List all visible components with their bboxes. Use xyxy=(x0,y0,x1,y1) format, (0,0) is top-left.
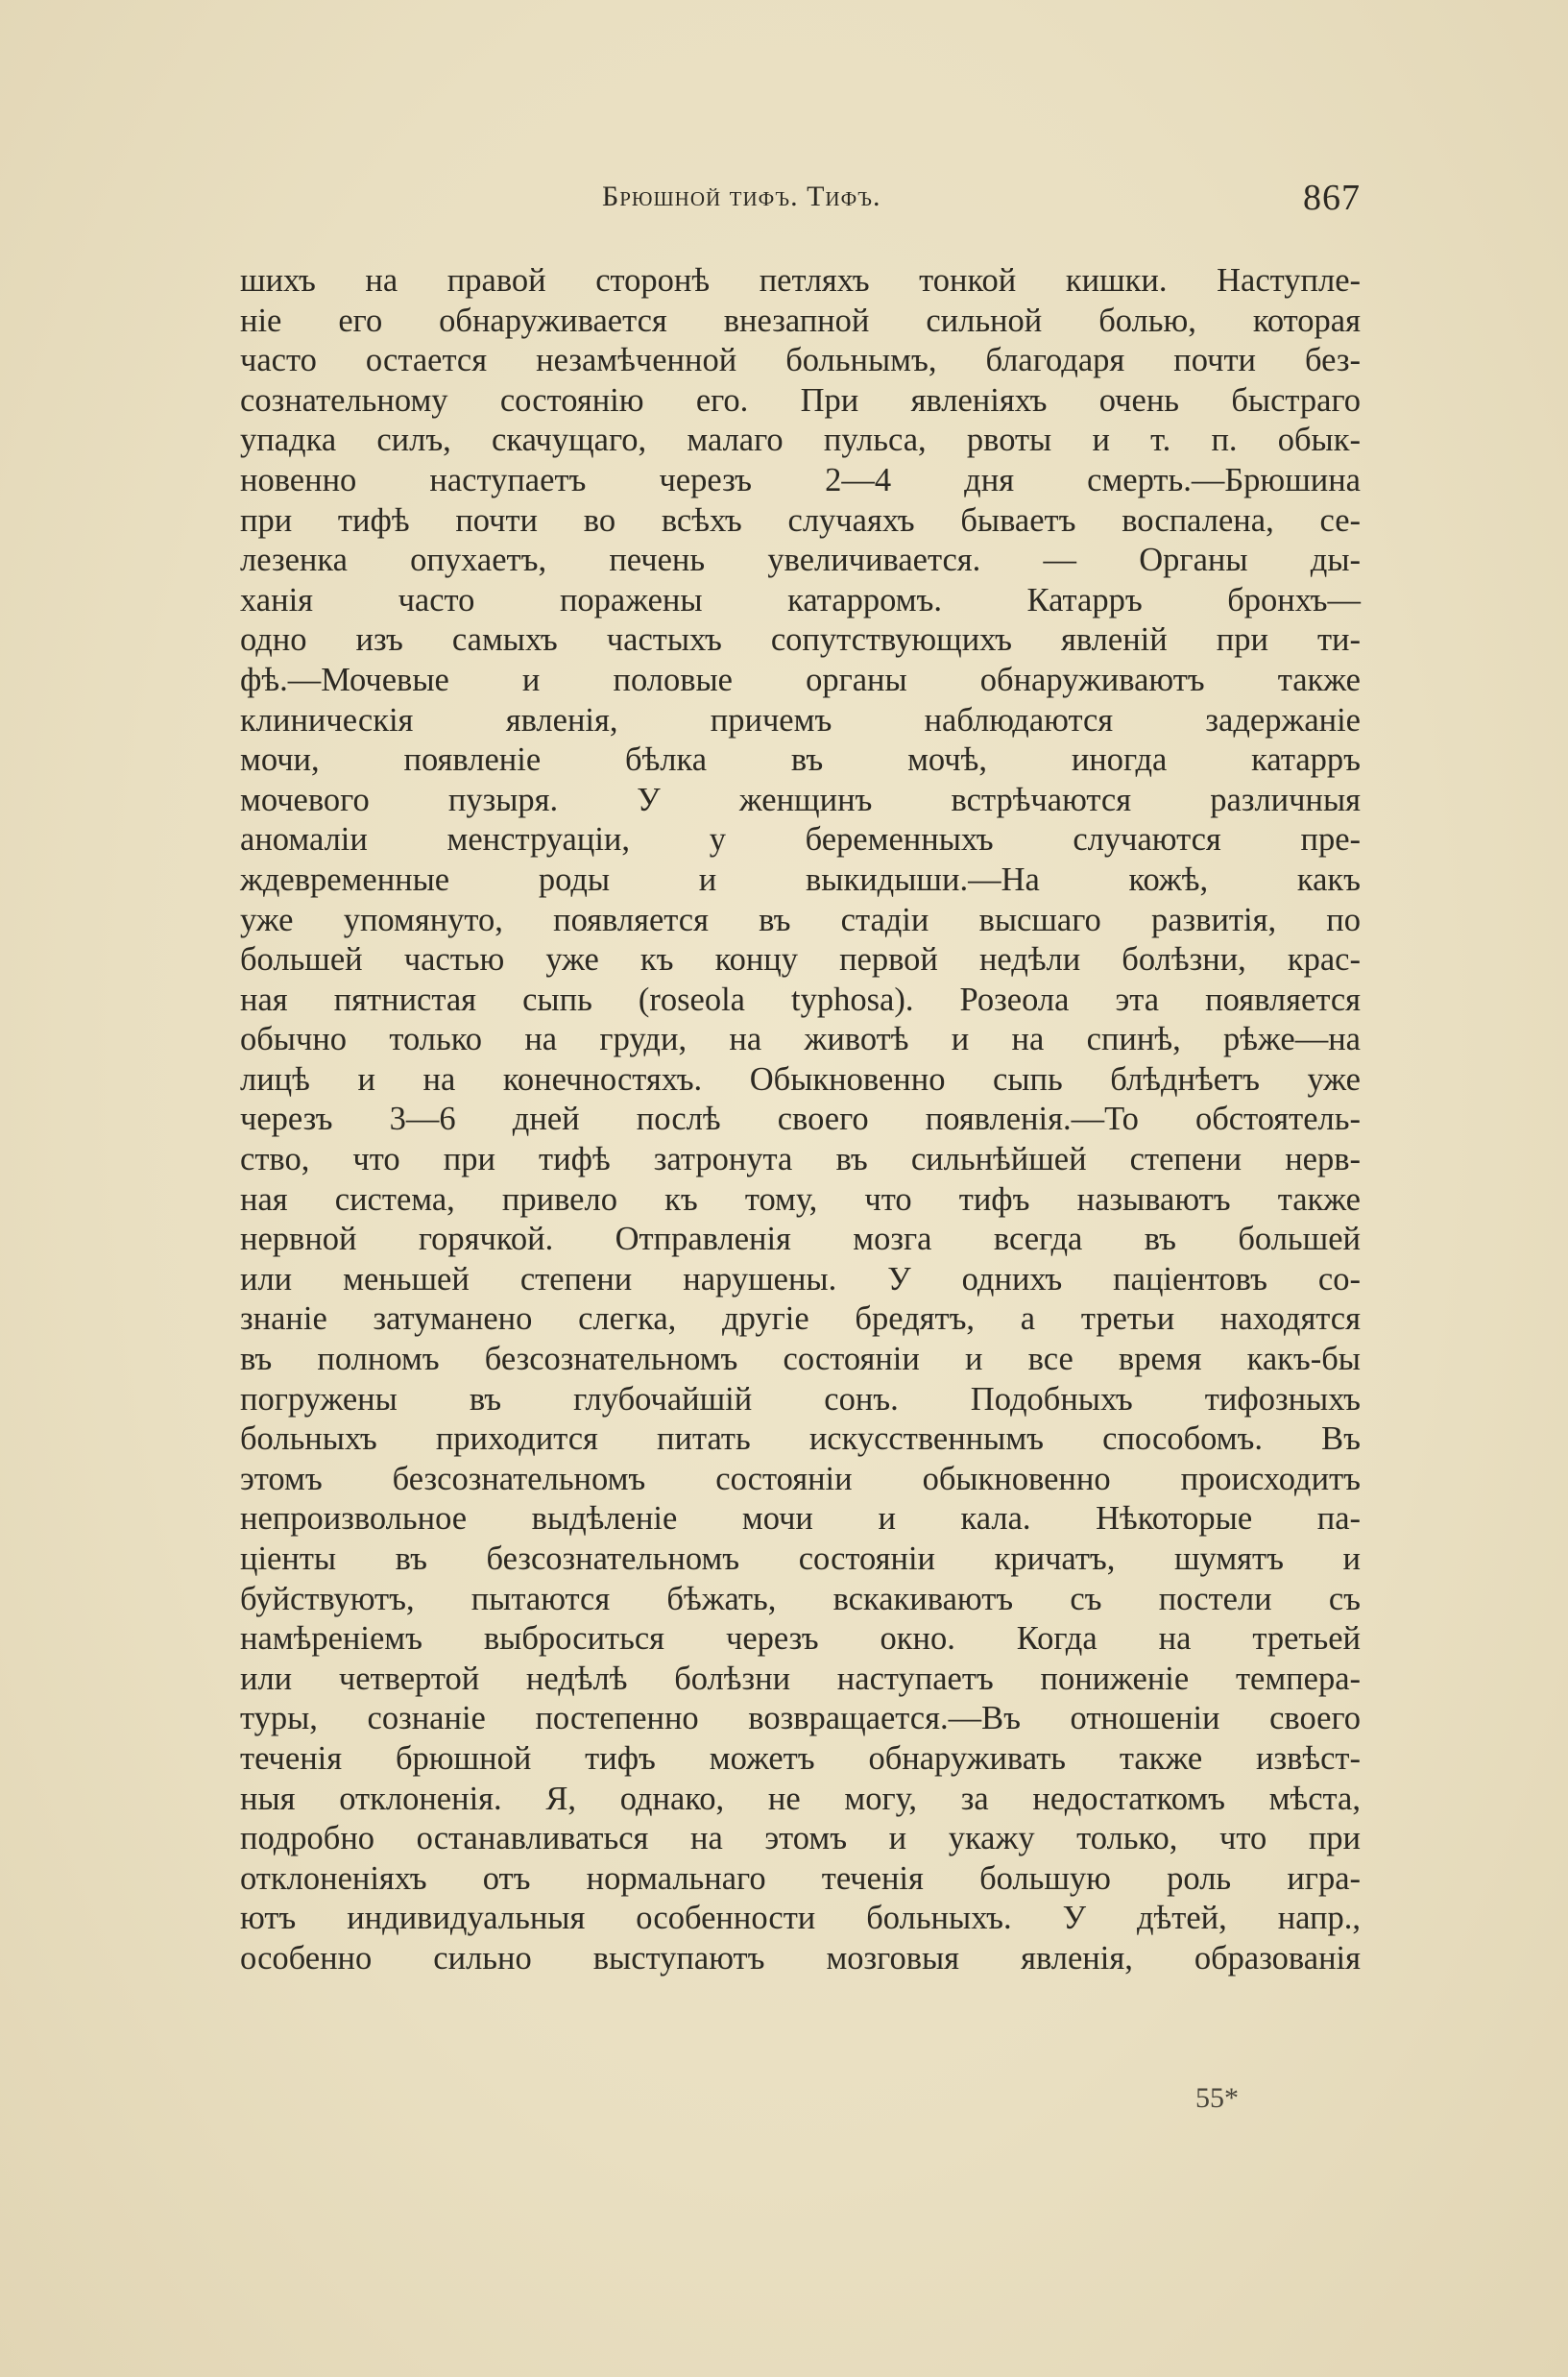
text-line: ціенты въ безсознательномъ состояніи кричатъ, шумятъ и xyxy=(240,1540,1361,1577)
text-line: ство, что при тифѣ затронута въ сильнѣйшей степени нерв- xyxy=(240,1141,1361,1178)
text-line: при тифѣ почти во всѣхъ случаяхъ бываетъ воспалена, се- xyxy=(240,501,1361,539)
text-line: ханія часто поражены катарромъ. Катарръ бронхъ— xyxy=(240,581,1361,619)
text-line: лицѣ и на конечностяхъ. Обыкновенно сыпь блѣднѣетъ уже xyxy=(240,1060,1361,1098)
text-line: одно изъ самыхъ частыхъ сопутствующихъ явленій при ти- xyxy=(240,621,1361,659)
text-line: подробно останавливаться на этомъ и укажу только, что при xyxy=(240,1820,1361,1857)
text-line: знаніе затуманено слегка, другіе бредятъ, а третьи находятся xyxy=(240,1300,1361,1338)
text-line: непроизвольное выдѣленіе мочи и кала. Нѣкоторые па- xyxy=(240,1500,1361,1538)
text-line: ная система, привело къ тому, что тифъ называютъ также xyxy=(240,1180,1361,1218)
text-line: особенно сильно выступаютъ мозговыя явленія, образованія xyxy=(240,1939,1361,1977)
text-line: отклоненіяхъ отъ нормальнаго теченія большую роль игра- xyxy=(240,1859,1361,1897)
text-line: буйствуютъ, пытаются бѣжать, вскакиваютъ съ постели съ xyxy=(240,1580,1361,1617)
text-line: ныя отклоненія. Я, однако, не могу, за недостаткомъ мѣста, xyxy=(240,1780,1361,1817)
text-line: упадка силъ, скачущаго, малаго пульса, рвоты и т. п. обык- xyxy=(240,422,1361,459)
text-line: сознательному состоянію его. При явленіяхъ очень быстраго xyxy=(240,381,1361,419)
body-text xyxy=(240,261,1361,1979)
text-line: аномаліи менструаціи, у беременныхъ случаются пре- xyxy=(240,821,1361,859)
text-line: мочи, появленіе бѣлка въ мочѣ, иногда катарръ xyxy=(240,741,1361,779)
text-line: лезенка опухаетъ, печень увеличивается. — Органы ды- xyxy=(240,542,1361,579)
text-line: намѣреніемъ выброситься черезъ окно. Когда на третьей xyxy=(240,1620,1361,1658)
text-line: новенно наступаетъ черезъ 2—4 дня смерть.—Брюшина xyxy=(240,461,1361,498)
text-line: туры, сознаніе постепенно возвращается.—Въ отношеніи своего xyxy=(240,1700,1361,1737)
text-line: клиническія явленія, причемъ наблюдаются задержаніе xyxy=(240,701,1361,739)
header-title: Брюшной тифъ. Тифъ. xyxy=(602,181,881,212)
text-line: ждевременные роды и выкидыши.—На кожѣ, какъ xyxy=(240,861,1361,898)
text-line: этомъ безсознательномъ состояніи обыкновенно происходитъ xyxy=(240,1460,1361,1497)
text-line: больныхъ приходится питать искусственнымъ способомъ. Въ xyxy=(240,1420,1361,1458)
text-line: ніе его обнаруживается внезапной сильной болью, которая xyxy=(240,302,1361,339)
text-line: погружены въ глубочайшій сонъ. Подобныхъ тифозныхъ xyxy=(240,1380,1361,1418)
text-line: или четвертой недѣлѣ болѣзни наступаетъ пониженіе темпера- xyxy=(240,1660,1361,1697)
text-line: ная пятнистая сыпь (roseola typhosa). Розеола эта появляется xyxy=(240,981,1361,1018)
page-number: 867 xyxy=(1303,178,1361,218)
text-line: въ полномъ безсознательномъ состояніи и все время какъ-бы xyxy=(240,1341,1361,1378)
text-line: уже упомянуто, появляется въ стадіи высшаго развитія, по xyxy=(240,901,1361,938)
running-header xyxy=(240,178,1361,229)
text-line: или меньшей степени нарушены. У однихъ паціентовъ со- xyxy=(240,1260,1361,1298)
text-line: фѣ.—Мочевые и половые органы обнаруживаютъ также xyxy=(240,661,1361,698)
text-line: часто остается незамѣченной больнымъ, благодаря почти без- xyxy=(240,342,1361,379)
text-line: мочевого пузыря. У женщинъ встрѣчаются различныя xyxy=(240,781,1361,818)
text-line: теченія брюшной тифъ можетъ обнаруживать также извѣст- xyxy=(240,1739,1361,1777)
text-line: шихъ на правой сторонѣ петляхъ тонкой кишки. Наступле- xyxy=(240,262,1361,299)
text-line: ютъ индивидуальныя особенности больныхъ. У дѣтей, напр., xyxy=(240,1900,1361,1937)
text-line: нервной горячкой. Отправленія мозга всегда въ большей xyxy=(240,1221,1361,1258)
signature-mark: 55* xyxy=(1195,2082,1239,2114)
text-line: обычно только на груди, на животѣ и на спинѣ, рѣже—на xyxy=(240,1021,1361,1058)
text-line: большей частью уже къ концу первой недѣли болѣзни, крас- xyxy=(240,941,1361,979)
text-line: черезъ 3—6 дней послѣ своего появленія.—То обстоятель- xyxy=(240,1101,1361,1138)
